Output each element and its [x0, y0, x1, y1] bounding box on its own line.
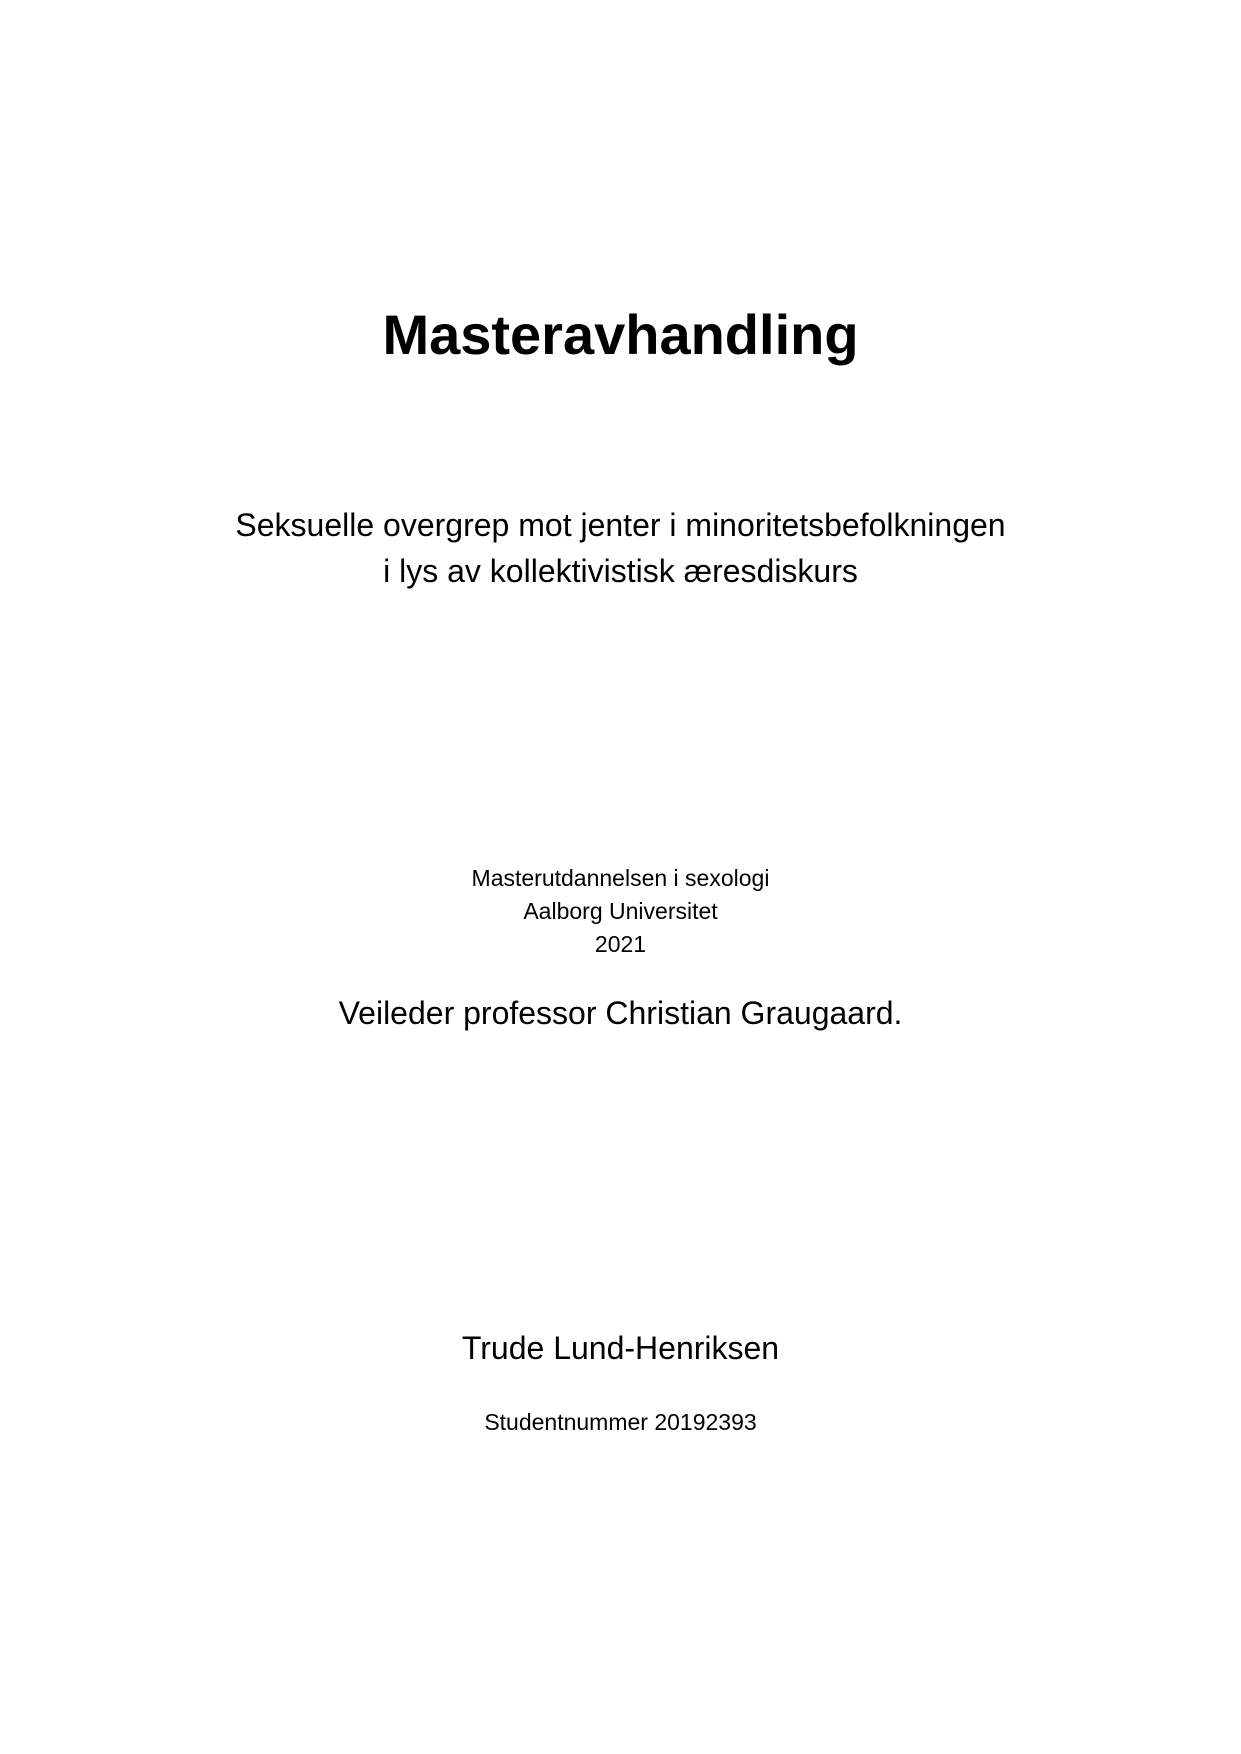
student-number: Studentnummer 20192393 — [484, 1409, 757, 1435]
supervisor: Veileder professor Christian Graugaard. — [338, 995, 903, 1031]
author-name: Trude Lund-Henriksen — [461, 1330, 780, 1366]
subtitle-line-1: Seksuelle overgrep mot jenter i minoritetsbefolkningen — [235, 507, 1006, 543]
subtitle-line-2: i lys av kollektivistisk æresdiskurs — [383, 553, 858, 589]
document-title: Masteravhandling — [382, 303, 859, 366]
university-name: Aalborg Universitet — [523, 898, 718, 924]
program-name: Masterutdannelsen i sexologi — [471, 865, 770, 891]
year: 2021 — [594, 931, 647, 957]
